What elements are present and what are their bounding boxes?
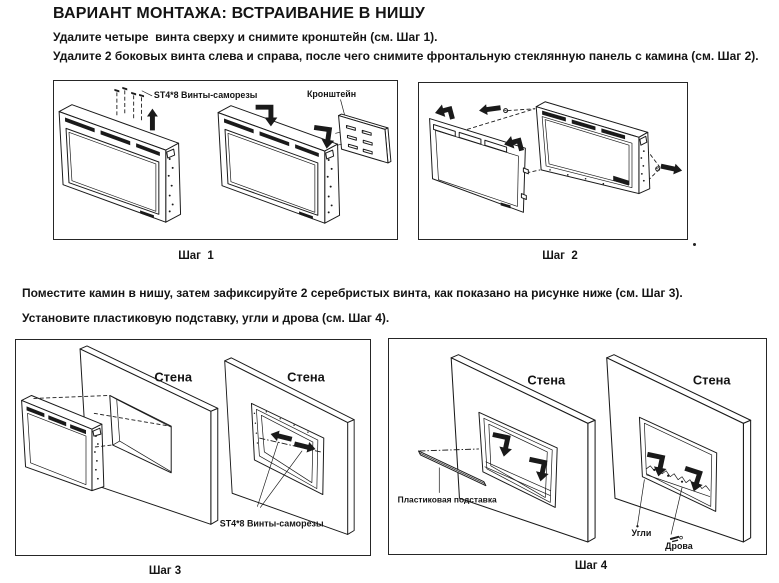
arrow-up-icon [147, 109, 158, 131]
figure-step4 [388, 338, 767, 555]
bracket [336, 114, 391, 163]
pointer-dot [636, 525, 638, 527]
caption-step1: Шаг 1 [178, 250, 214, 262]
caption-step4: Шаг 4 [574, 560, 608, 572]
stray-dot [693, 243, 696, 246]
arrow-left-icon [478, 102, 501, 116]
screws-label: ST4*8 Винты-саморезы [219, 518, 324, 529]
logs-label: Дрова [665, 541, 693, 552]
figure-step1 [53, 80, 398, 240]
step4-diagram [389, 339, 766, 554]
glass-panel [430, 119, 529, 213]
screws-label: ST4*8 Винты-саморезы [153, 89, 258, 100]
fireplace-body [536, 102, 650, 194]
side-screw [504, 109, 508, 113]
fireplace-unit [59, 105, 180, 223]
figure-step3 [15, 339, 371, 556]
plastic-base-label: Пластиковая подставка [397, 494, 497, 505]
label-pointer-line [142, 91, 152, 96]
step1-diagram [54, 81, 397, 239]
arrow-right-icon [660, 161, 684, 176]
instruction-line-3: Поместите камин в нишу, затем зафиксируйте 2 серебристых винта, как показано на рисунке ниже (см. Шаг 3). [22, 286, 683, 300]
label-pointer-line [341, 100, 345, 115]
instruction-line-1: Удалите четыре винта сверху и снимите кронштейн (см. Шаг 1). [53, 30, 438, 44]
side-screw [656, 167, 660, 171]
figure-step2 [418, 82, 688, 240]
bracket-label: Кронштейн [306, 88, 357, 99]
wall-label-left: Стена [527, 372, 566, 388]
caption-step2: Шаг 2 [542, 250, 578, 262]
wall-label-left: Стена [154, 369, 193, 385]
instruction-line-2: Удалите 2 боковых винта слева и справа, после чего снимите фронтальную стеклянную панель с камина (см. Шаг 2). [53, 49, 759, 63]
instruction-line-4: Установите пластиковую подставку, угли и дрова (см. Шаг 4). [22, 311, 390, 325]
wall-label-right: Стена [287, 369, 325, 385]
step2-diagram [419, 83, 687, 239]
coals-label: Угли [631, 528, 652, 539]
step3-diagram [16, 340, 370, 555]
screws-group [114, 87, 144, 122]
page-title: ВАРИАНТ МОНТАЖА: ВСТРАИВАНИЕ В НИШУ [53, 5, 426, 22]
arrow-up-left-icon [433, 102, 455, 123]
wall-label-right: Стена [692, 372, 731, 388]
caption-step3: Шаг 3 [148, 565, 182, 577]
fireplace-unit [218, 106, 339, 224]
